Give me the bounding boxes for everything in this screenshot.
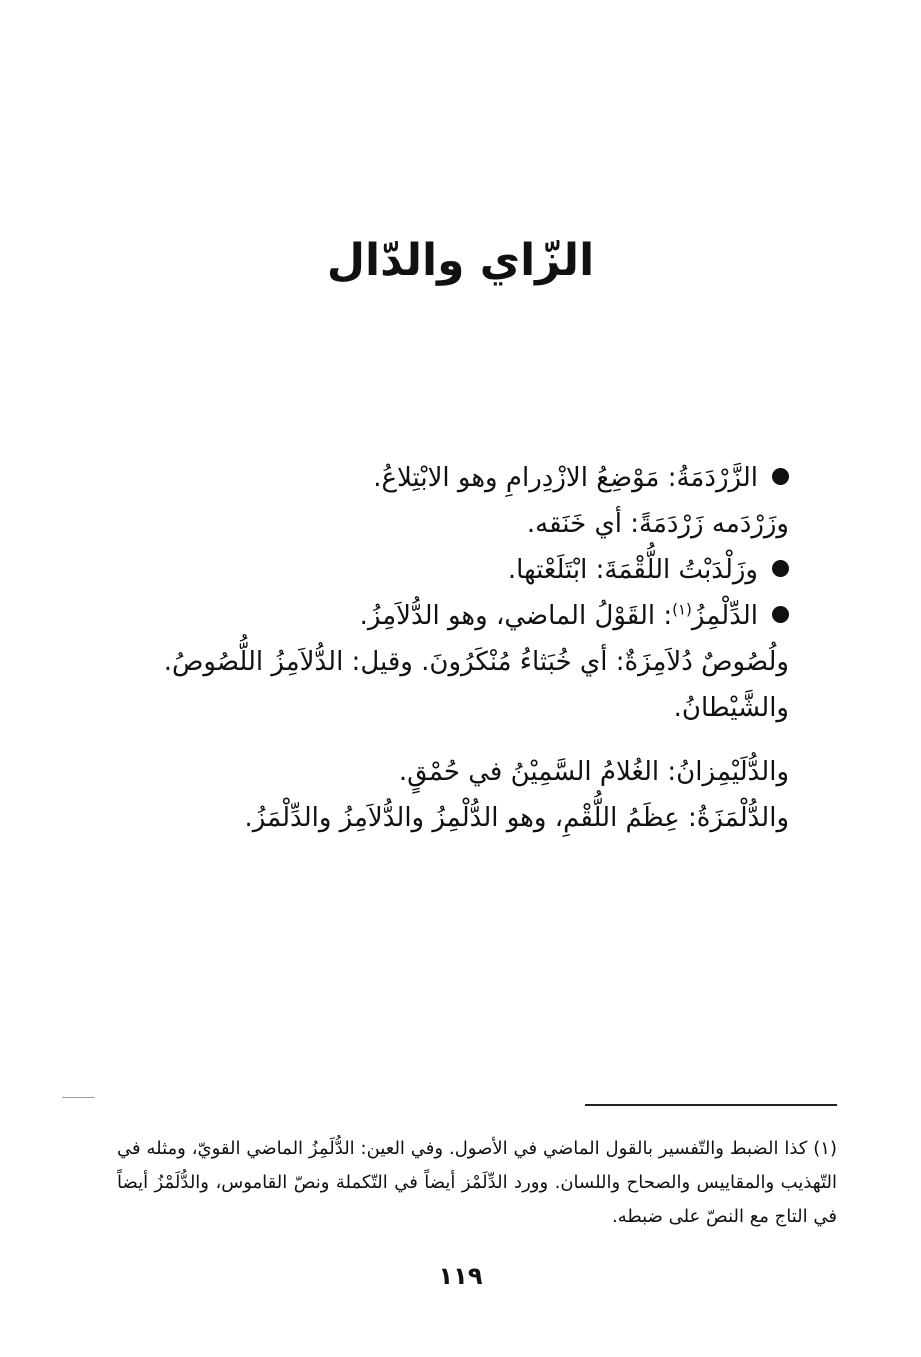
margin-mark — [62, 1097, 94, 1098]
bullet-icon — [772, 468, 789, 485]
entry-text: والدُّلَيْمِزانُ: الغُلامُ السَّمِيْنُ في حُمْقٍ. — [398, 757, 789, 787]
entry-dulmaza — [69, 795, 789, 841]
footnote-text: كذا الضبط والتّفسير بالقول الماضي في الأصول. وفي العين: الدُّلَمِزُ الماضي القويّ، ومثله في التّهذيب والمقاييس والصحاح واللسان. وورد الدِّلَمْز أيضاً في التّكملة ونصّ القاموس، والدُّلَمْزُ أيضاً في التاج مع النصّ على ضبطه. — [117, 1138, 837, 1227]
footnote-reference: (١) — [672, 600, 692, 619]
bullet-icon — [772, 606, 789, 623]
page-number: ١١٩ — [438, 1262, 483, 1290]
footnote-1 — [117, 1132, 837, 1234]
entry-dulaymizan — [69, 749, 789, 795]
entry-text: : القَوْلُ الماضي، وهو الدُّلاَمِزُ. — [359, 601, 673, 631]
entry-text: والدُّلْمَزَةُ: عِظَمُ اللُّقْمِ، وهو الدُّلْمِزُ والدُّلاَمِزُ والدِّلْمَزُ. — [244, 803, 789, 833]
dictionary-entries — [69, 455, 789, 841]
entry-headword: الدِّلْمِزُ — [691, 601, 758, 631]
footnote-marker: (١) — [813, 1138, 837, 1159]
bullet-icon — [772, 560, 789, 577]
entry-text: ولُصُوصٌ دُلاَمِزَةٌ: أي خُبَثاءُ مُنْكَرُونَ. وقيل: الدُّلاَمِزُ اللُّصُوصُ. والشَّيْطانُ. — [163, 647, 789, 723]
entry-text: الزَّرْدَمَةُ: مَوْضِعُ الازْدِرامِ وهو الابْتِلاعُ. — [373, 463, 758, 493]
footnotes — [117, 1132, 837, 1234]
page-title: الزّاي والدّال — [326, 235, 595, 286]
entry-text: وزَلْدَبْتُ اللُّقْمَةَ: ابْتَلَعْتها. — [507, 555, 758, 585]
entry-lusus — [69, 639, 789, 731]
entry-zardama — [69, 455, 789, 501]
entry-dilmiz — [69, 593, 789, 639]
entry-zardamahu — [69, 501, 789, 547]
footnote-divider — [585, 1104, 837, 1106]
entry-text: وزَرْدَمه زَرْدَمَةً: أي خَنَقه. — [526, 509, 789, 539]
entry-zaldabtu — [69, 547, 789, 593]
